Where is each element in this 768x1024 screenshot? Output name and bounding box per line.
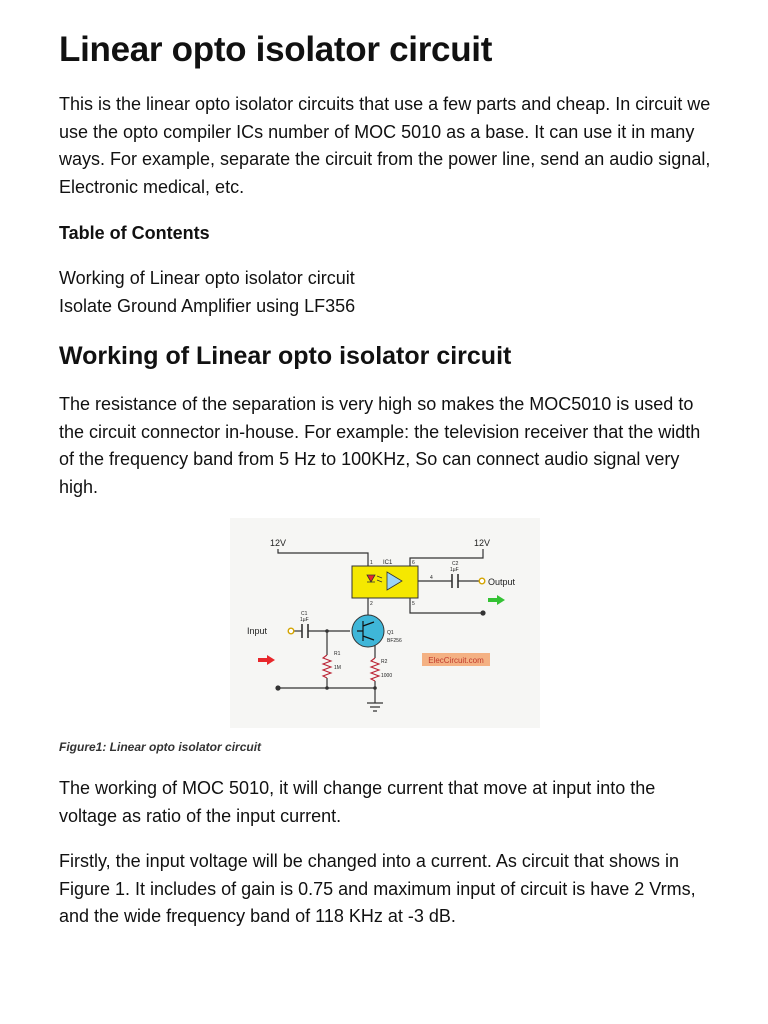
section-paragraph-2: The working of MOC 5010, it will change current that move at input into the voltage as ratio of the input current. — [59, 778, 656, 826]
r1-resistor — [323, 655, 331, 678]
pin-label-2: 2 — [370, 601, 373, 607]
ground-terminal-left — [275, 685, 280, 690]
c2-label: C2 — [452, 561, 459, 567]
brand-label: ElecCircuit.com — [428, 656, 484, 665]
toc-title: Table of Contents — [59, 223, 210, 243]
output-label: Output — [488, 577, 516, 587]
c2-capacitor — [452, 574, 458, 588]
pin-label-1: 1 — [370, 560, 373, 566]
voltage-label-left: 12V — [270, 538, 287, 548]
table-of-contents — [59, 265, 355, 320]
toc-link-working[interactable]: Working of Linear opto isolator circuit — [59, 268, 355, 288]
q1-label: Q1 — [387, 630, 394, 636]
circuit-diagram — [230, 518, 540, 728]
ground-terminal-right — [480, 610, 485, 615]
r1-value: 1M — [334, 665, 341, 671]
ground-symbol — [367, 703, 383, 711]
ic1-chip — [352, 566, 418, 598]
r2-resistor — [371, 658, 379, 681]
figure-caption: Figure1: Linear opto isolator circuit — [59, 740, 262, 754]
pin-label-6: 6 — [412, 560, 415, 566]
r1-label: R1 — [334, 651, 341, 657]
intro-paragraph: This is the linear opto isolator circuits that use a few parts and cheap. In circuit we use the opto compiler ICs number of MOC 5010 as a base. It can use it in many ways. For example, separate the circuit from the power line, send an audio signal, Electronic medical, etc. — [59, 94, 711, 197]
c1-value: 1µF — [300, 617, 309, 623]
q1-transistor — [352, 615, 384, 647]
pin-label-5: 5 — [412, 601, 415, 607]
r2-label: R2 — [381, 659, 388, 665]
page-title: Linear opto isolator circuit — [59, 30, 493, 69]
output-terminal — [479, 578, 485, 584]
circuit-figure — [230, 518, 540, 728]
q1-part: BF256 — [387, 638, 402, 644]
ic1-label: IC1 — [383, 560, 393, 566]
section-paragraph-1: The resistance of the separation is very high so makes the MOC5010 is used to the circuit connector in-house. For example: the television receiver that the width of the frequency band from 5 Hz to 100KHz, So can connect audio signal very high. — [59, 394, 701, 497]
voltage-label-right: 12V — [474, 538, 491, 548]
input-label: Input — [247, 626, 268, 636]
c2-value: 1µF — [450, 567, 459, 573]
toc-link-isolate-ground[interactable]: Isolate Ground Amplifier using LF356 — [59, 295, 356, 316]
input-signal-arrow — [258, 655, 275, 665]
pin-label-4: 4 — [430, 575, 433, 581]
c1-label: C1 — [301, 611, 308, 617]
output-signal-arrow — [488, 595, 505, 605]
r2-value: 1000 — [381, 673, 393, 679]
input-terminal — [288, 628, 294, 634]
c1-capacitor — [302, 624, 308, 638]
section-title-working: Working of Linear opto isolator circuit — [59, 342, 512, 370]
section-paragraph-3: Firstly, the input voltage will be changed into a current. As circuit that shows in Figure 1. It includes of gain is 0.75 and maximum input of circuit is have 2 Vrms, and the wide frequency band of 118 KHz at -3 dB. — [59, 851, 696, 926]
